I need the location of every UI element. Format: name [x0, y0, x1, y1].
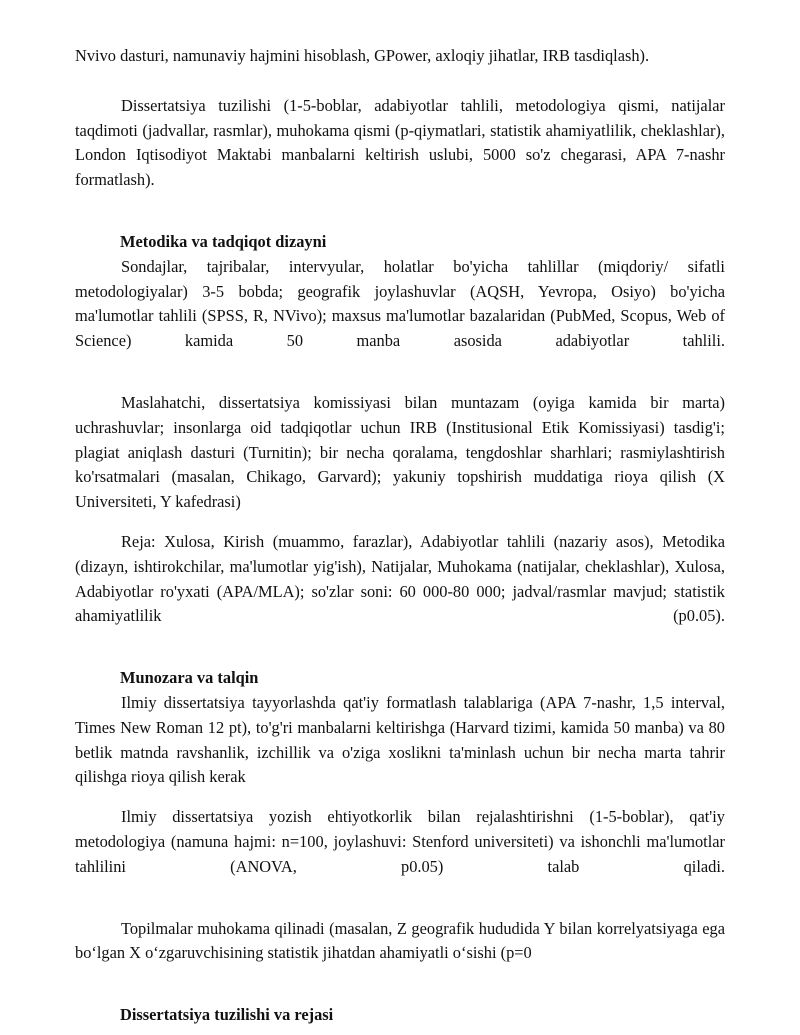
paragraph-methodology: Sondajlar, tajribalar, intervyular, holatlar bo'yicha tahlillar (miqdoriy/ sifatli metodologiyalar) 3-5 bobda; geografik joylashuvlar (AQSH, Yevropa, Osiyo) bo'yicha ma'lumotlar tahlili (SPSS, R, NVivo); maxsus ma'lumotlar bazalaridan (PubMed, Scopus, Web of Science) kamida 50 manba asosida adabiyotlar tahlili.: [75, 256, 725, 351]
heading-structure-plan: Dissertatsiya tuzilishi va rejasi: [120, 1005, 334, 1025]
paragraph-findings: Topilmalar muhokama qilinadi (masalan, Z geografik hududida Y bilan korrelyatsiyaga ega bo‘lgan X o‘zgaruvchisining statistik jihatdan ahamiyatli o‘sishi (p=0: [75, 918, 725, 963]
paragraph-dissertation-structure: Dissertatsiya tuzilishi (1-5-boblar, adabiyotlar tahlili, metodologiya qismi, natijalar taqdimoti (jadvallar, rasmlar), muhokama qismi (p-qiymatlari, statistik ahamiyatlilik, cheklashlar), London Iqtisodiyot Maktabi manbalarni keltirish uslubi, 5000 so'z chegarasi, APA 7-nashr formatlash).: [75, 95, 725, 190]
paragraph-supervision: Maslahatchi, dissertatsiya komissiyasi bilan muntazam (oyiga kamida bir marta) uchrashuvlar; insonlarga oid tadqiqotlar uchun IRB (Institusional Etik Komissiyasi) tasdig'i; plagiat aniqlash dasturi (Turnitin); bir necha qoralama, tengdoshlar sharhlari; rasmiylashtirish ko'rsatmalari (masalan, Chikago, Garvard); yakuniy topshirish muddatiga rioya qilish (X Universiteti, Y kafedrasi): [75, 392, 725, 512]
heading-discussion: Munozara va talqin: [120, 668, 259, 688]
heading-methodology: Metodika va tadqiqot dizayni: [120, 231, 327, 251]
paragraph-outline: Reja: Xulosa, Kirish (muammo, farazlar), Adabiyotlar tahlili (nazariy asos), Metodika (dizayn, ishtirokchilar, ma'lumotlar yig'ish), Natijalar, Muhokama (natijalar, cheklashlar), Xulosa, Adabiyotlar ro'yxati (APA/MLA); so'zlar soni: 60 000-80 000; jadval/rasmlar mavjud; statistik ahamiyatlilik (p0.05).: [75, 531, 725, 626]
paragraph-methods-tools: Nvivo dasturi, namunaviy hajmini hisoblash, GPower, axloqiy jihatlar, IRB tasdiqlash).: [75, 46, 650, 65]
paragraph-formatting: Ilmiy dissertatsiya tayyorlashda qat'iy formatlash talablariga (APA 7-nashr, 1,5 interval, Times New Roman 12 pt), to'g'ri manbalarni keltirishga (Harvard tizimi, kamida 50 manba) va 80 betlik matnda ravshanlik, izchillik va o'ziga xoslikni ta'minlash uchun bir necha marta tahrir qilishga rioya qilish kerak: [75, 692, 725, 787]
paragraph-planning: Ilmiy dissertatsiya yozish ehtiyotkorlik bilan rejalashtirishni (1-5-boblar), qat'iy metodologiya (namuna hajmi: n=100, joylashuvi: Stenford universiteti) va ishonchli ma'lumotlar tahlilini (ANOVA, p0.05) talab qiladi.: [75, 807, 725, 876]
document-page: [75, 44, 725, 1028]
